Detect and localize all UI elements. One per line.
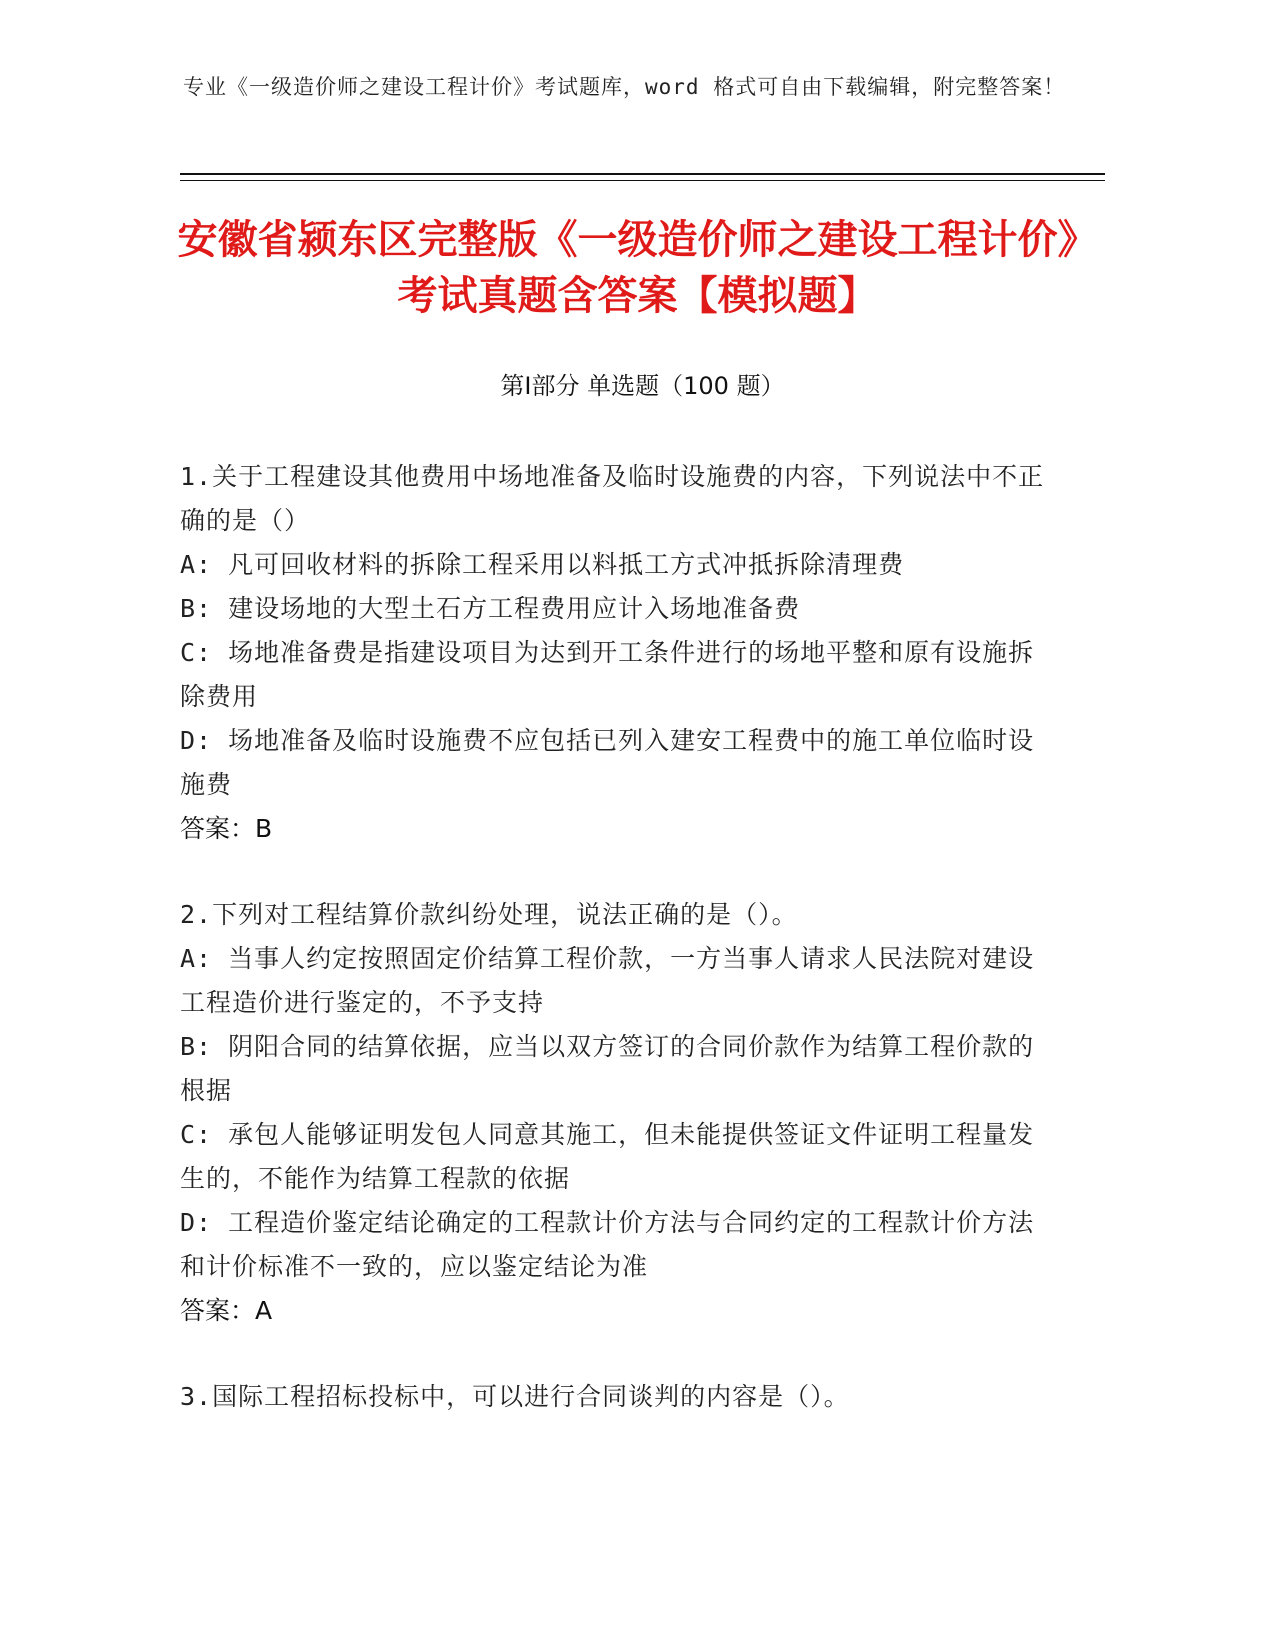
option-d: D: 场地准备及临时设施费不应包括已列入建安工程费中的施工单位临时设施费 [180,726,1035,799]
question-item [180,1375,1060,1419]
header-note: 专业《一级造价师之建设工程计价》考试题库，word 格式可自由下载编辑，附完整答案！ [183,75,1066,99]
question-stem: 1.关于工程建设其他费用中场地准备及临时设施费的内容，下列说法中不正确的是（） [180,462,1045,535]
section-heading: 第Ⅰ部分 单选题（100 题） [500,372,785,400]
option-c: C: 场地准备费是指建设项目为达到开工条件进行的场地平整和原有设施拆除费用 [180,638,1035,711]
header-divider-thin [180,180,1105,181]
option-c: C: 承包人能够证明发包人同意其施工，但未能提供签证文件证明工程量发生的，不能作为结算工程款的依据 [180,1120,1035,1193]
question-list [180,455,1060,1461]
option-d: D: 工程造价鉴定结论确定的工程款计价方法与合同约定的工程款计价方法和计价标准不一致的，应以鉴定结论为准 [180,1208,1035,1281]
question-item [180,893,1060,1333]
question-stem: 3.国际工程招标投标中，可以进行合同谈判的内容是（）。 [180,1382,850,1411]
question-item [180,455,1060,851]
question-stem: 2.下列对工程结算价款纠纷处理，说法正确的是（）。 [180,900,798,929]
answer-line: 答案：B [180,814,273,843]
option-b: B: 建设场地的大型土石方工程费用应计入场地准备费 [180,594,801,623]
header-divider-thick [180,173,1105,175]
option-b: B: 阴阳合同的结算依据，应当以双方签订的合同价款作为结算工程价款的根据 [180,1032,1035,1105]
option-a: A: 凡可回收材料的拆除工程采用以料抵工方式冲抵拆除清理费 [180,550,905,579]
document-title: 安徽省颍东区完整版《一级造价师之建设工程计价》考试真题含答案【模拟题】 [177,217,1098,319]
option-a: A: 当事人约定按照固定价结算工程价款，一方当事人请求人民法院对建设工程造价进行鉴定的，不予支持 [180,944,1035,1017]
answer-line: 答案：A [180,1296,273,1325]
